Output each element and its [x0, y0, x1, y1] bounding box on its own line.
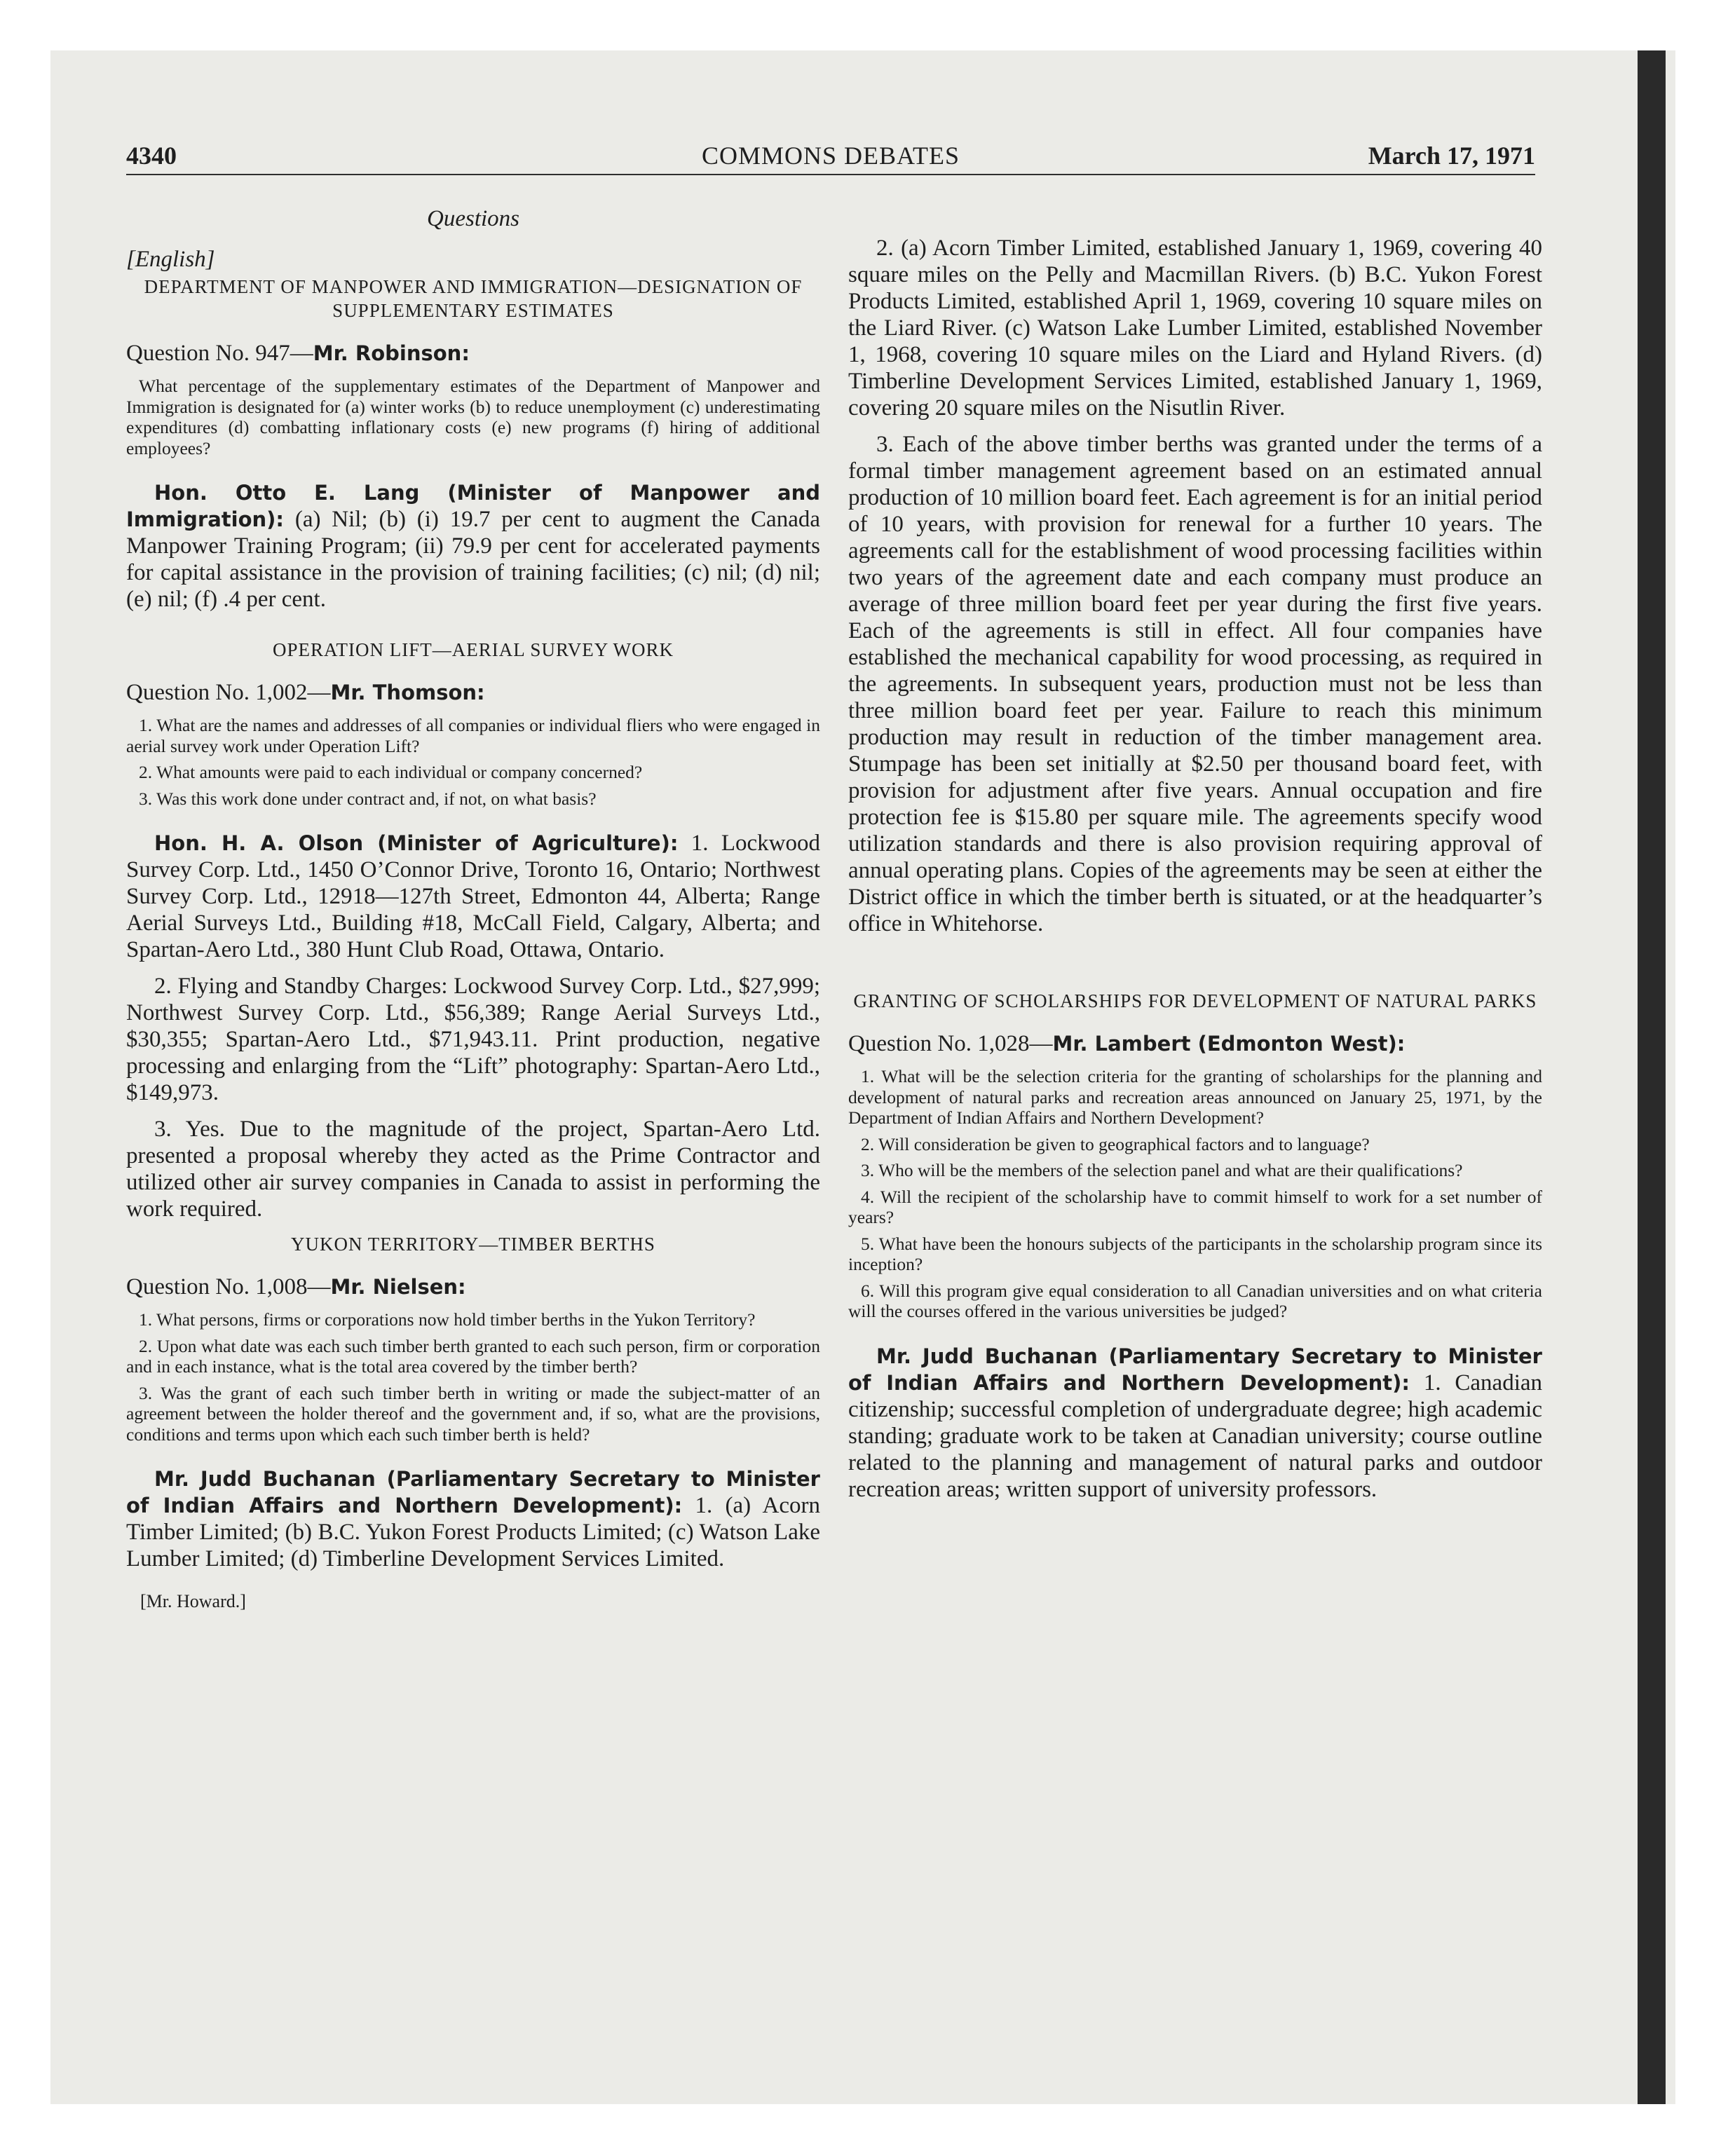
left-column: [126, 203, 820, 1613]
question-item: 4. Will the recipient of the scholarship have to commit himself to work for a set number of years?: [848, 1186, 1542, 1227]
publication-title: COMMONS DEBATES: [701, 142, 960, 170]
answer-speaker: Mr. Judd Buchanan (Parliamentary Secretary to Minister of Indian Affairs and Northern Development):: [126, 1467, 820, 1517]
answer-1002-p3: 3. Yes. Due to the magnitude of the project, Spartan-Aero Ltd. presented a proposal whereby they acted as the Prime Contractor and utilized other air survey companies in Canada to assist in performing the work required.: [126, 1117, 820, 1222]
answer-1028-p1: [848, 1343, 1542, 1503]
question-item: 3. Who will be the members of the selection panel and what are their qualifications?: [861, 1160, 1463, 1180]
question-item: 6. Will this program give equal consideration to all Canadian universities and on what criteria will the courses offered in the various universities be judged?: [848, 1280, 1542, 1321]
answer-1008-p2: 2. (a) Acorn Timber Limited, established January 1, 1969, covering 40 square miles on the Pelly and Macmillan Rivers. (b) B.C. Yukon Forest Products Limited, established April 1, 1969, covering 10 square miles on the Liard River. (c) Watson Lake Lumber Limited, established November 1, 1968, covering 10 square miles on the Liard and Hyland Rivers. (d) Timberline Development Services Limited, established January 1, 1969, covering 20 square miles on the Nisutlin River.: [848, 236, 1542, 421]
page-number: 4340: [126, 142, 177, 170]
question-item: 1. What will be the selection criteria for the granting of scholarships for the planning and development of natural parks and recreation areas announced on January 25, 1971, by the Department of Indian Affairs and Northern Development?: [848, 1066, 1542, 1128]
question-label: Question No. 947—: [126, 341, 313, 366]
question-1002-line: [126, 677, 820, 708]
heading-yukon-timber: YUKON TERRITORY—TIMBER BERTHS: [291, 1234, 655, 1255]
answer-947: [126, 479, 820, 613]
right-column: [848, 235, 1542, 1513]
answer-text: 1. Lockwood Survey Corp. Ltd., 1450 O’Connor Drive, Toronto 16, Ontario; Northwest Survey Corp. Ltd., 12918—127th Street, Edmonton 44, Alberta; Range Aerial Surveys Ltd., Building #18, McCall Field, Calgary, Alberta; and Spartan-Aero Ltd., 380 Hunt Club Road, Ottawa, Ontario.: [126, 831, 821, 962]
question-item: 3. Was this work done under contract and, if not, on what basis?: [139, 788, 597, 809]
answer-1008-p3: 3. Each of the above timber berths was granted under the terms of a formal timber management agreement based on an estimated annual production of 10 million board feet. Each agreement is for an initial period of 10 years, with provision for renewal for a further 10 years. The agreements call for the establishment of wood processing facilities within two years of the agreement date and each company must produce an average of three million board feet per year during the first five years. Each of the agreements is still in effect. All four companies have established the mechanical capability for wood processing, as required in the agreements. In subsequent years, production must not be less than three million board feet per year. Failure to reach this minimum production may result in reduction of the timber management area. Stumpage has been set initially at $2.50 per thousand board feet, with provision for adjustment after five years. Annual occupation and fire protection fee is $15.80 per square mile. The agreements specify wood utilization standards and there is also provision requiring approval of annual operating plans. Copies of the agreements may be seen at either the District office in which the timber berth is situated, or at the headquarter’s office in Whitehorse.: [848, 432, 1542, 936]
issue-date: March 17, 1971: [1368, 142, 1535, 170]
answer-1002-p1: [126, 830, 820, 963]
question-asker: Mr. Thomson:: [330, 681, 485, 704]
language-tag: [English]: [126, 247, 215, 272]
answer-speaker: Mr. Judd Buchanan (Parliamentary Secretary to Minister of Indian Affairs and Northern Development):: [848, 1344, 1542, 1395]
answer-speaker: Hon. H. A. Olson (Minister of Agriculture):: [154, 831, 679, 855]
heading-operation-lift: OPERATION LIFT—AERIAL SURVEY WORK: [272, 639, 674, 660]
question-label: Question No. 1,008—: [126, 1274, 331, 1299]
heading-manpower: DEPARTMENT OF MANPOWER AND IMMIGRATION—DESIGNATION OF SUPPLEMENTARY ESTIMATES: [144, 276, 803, 321]
question-947-line: [126, 338, 820, 369]
answer-1002-p2: 2. Flying and Standby Charges: Lockwood Survey Corp. Ltd., $27,999; Northwest Survey Corp. Ltd., $56,389; Range Aerial Surveys Ltd., $30,355; Spartan-Aero Ltd., $71,943.11. Print production, negative processing and enlarging from the “Lift” photography: Spartan-Aero Ltd., $149,973.: [126, 974, 820, 1105]
answer-text: 1. Canadian citizenship; successful completion of undergraduate degree; high academic standing; graduate work to be taken at Canadian university; course outline related to the planning and management of natural parks and outdoor recreation areas; written support of university professors.: [848, 1370, 1543, 1502]
binding-edge: [1638, 50, 1666, 2104]
question-item: 2. What amounts were paid to each individual or company concerned?: [139, 762, 643, 782]
question-label: Question No. 1,002—: [126, 680, 331, 705]
question-item: 2. Upon what date was each such timber berth granted to each such person, firm or corporation and in each instance, what is the total area covered by the timber berth?: [126, 1335, 820, 1377]
question-1008-line: [126, 1271, 820, 1302]
question-item: 1. What are the names and addresses of all companies or individual fliers who were engaged in aerial survey work under Operation Lift?: [126, 715, 820, 756]
speaker-note: [Mr. Howard.]: [140, 1591, 246, 1611]
question-asker: Mr. Lambert (Edmonton West):: [1052, 1032, 1406, 1056]
answer-text: 1. (a) Acorn Timber Limited; (b) B.C. Yukon Forest Products Limited; (c) Watson Lake Lumber Limited; (d) Timberline Development Services Limited.: [126, 1493, 821, 1571]
question-label: Question No. 1,028—: [848, 1031, 1053, 1056]
answer-text: (a) Nil; (b) (i) 19.7 per cent to augment the Canada Manpower Training Program; (ii) 79.9 per cent for accelerated payments for capital assistance in the provision of training facilities; (c) nil; (d) nil; (e) nil; (f) .4 per cent.: [126, 507, 821, 612]
page-header: [126, 140, 1535, 175]
question-947-text: What percentage of the supplementary estimates of the Department of Manpower and Immigration is designated for (a) winter works (b) to reduce unemployment (c) underestimating expenditures (d) combatting inflationary costs (e) new programs (f) hiring of additional employees?: [126, 376, 820, 458]
question-item: 2. Will consideration be given to geographical factors and to language?: [861, 1133, 1370, 1154]
section-title: Questions: [427, 206, 519, 231]
question-1028-line: [848, 1028, 1542, 1059]
question-item: 1. What persons, firms or corporations now hold timber berths in the Yukon Territory?: [139, 1309, 756, 1330]
question-asker: Mr. Nielsen:: [330, 1275, 466, 1299]
question-item: 5. What have been the honours subjects of the participants in the scholarship program since its inception?: [848, 1233, 1542, 1274]
heading-scholarships: GRANTING OF SCHOLARSHIPS FOR DEVELOPMENT OF NATURAL PARKS: [853, 990, 1537, 1011]
question-item: 3. Was the grant of each such timber berth in writing or made the subject-matter of an agreement between the holder thereof and the government and, if so, what are the provisions, conditions and terms upon which each such timber berth is held?: [126, 1382, 820, 1445]
answer-1008-p1: [126, 1466, 820, 1572]
answer-speaker: Hon. Otto E. Lang (Minister of Manpower and Immigration):: [126, 481, 820, 531]
question-asker: Mr. Robinson:: [313, 341, 470, 365]
